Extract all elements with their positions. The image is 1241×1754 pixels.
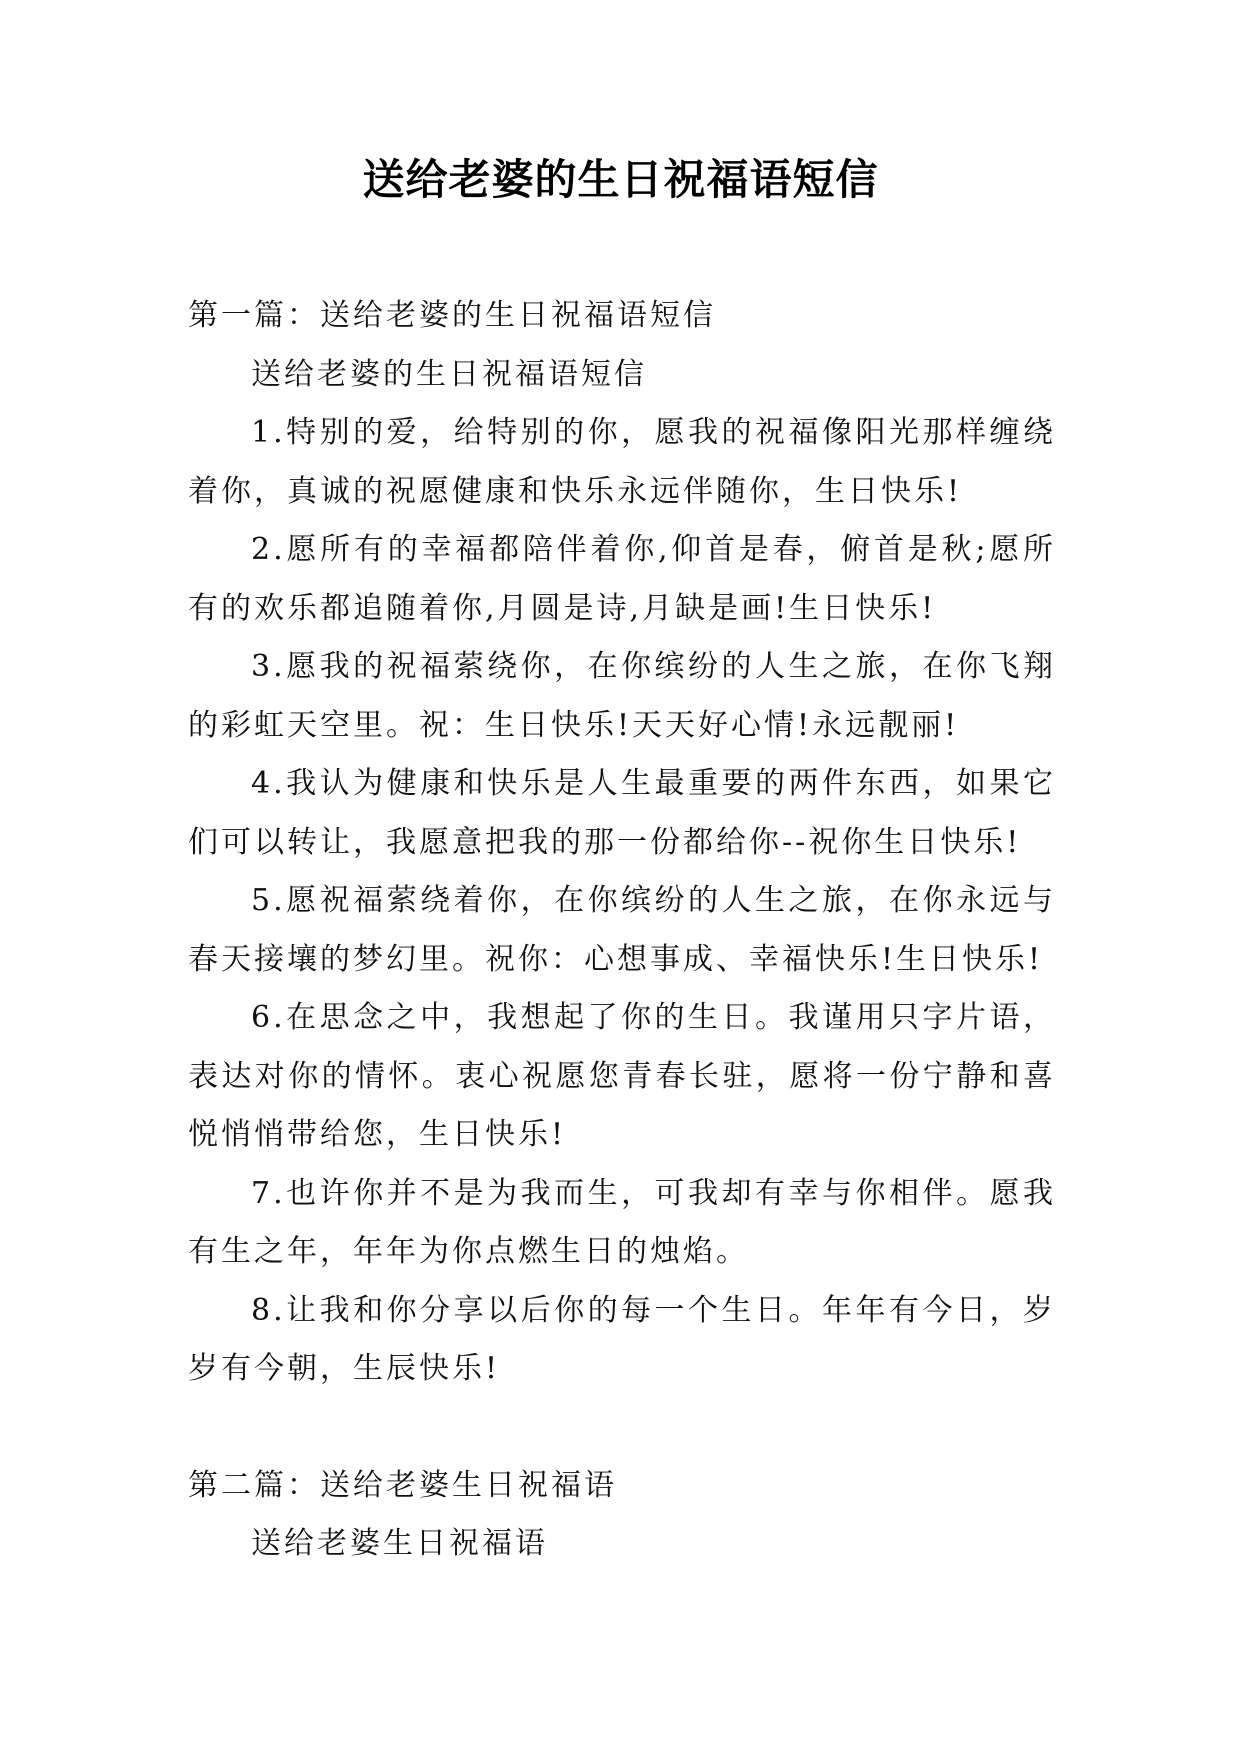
document-body	[188, 287, 1056, 1574]
section-spacer	[188, 1399, 1056, 1457]
list-item: 2.愿所有的幸福都陪伴着你,仰首是春，俯首是秋;愿所有的欢乐都追随着你,月圆是诗,月缺是画!生日快乐!	[188, 532, 1056, 626]
list-item: 3.愿我的祝福萦绕你，在你缤纷的人生之旅，在你飞翔的彩虹天空里。祝：生日快乐!天天好心情!永远靓丽!	[188, 649, 1056, 743]
section-heading: 第二篇：送给老婆生日祝福语	[188, 1467, 617, 1503]
list-item: 7.也许你并不是为我而生，可我却有幸与你相伴。愿我有生之年，年年为你点燃生日的烛焰。	[188, 1175, 1056, 1269]
list-item: 6.在思念之中，我想起了你的生日。我谨用只字片语，表达对你的情怀。衷心祝愿您青春长驻，愿将一份宁静和喜悦悄悄带给您，生日快乐!	[188, 1000, 1056, 1152]
list-item: 5.愿祝福萦绕着你，在你缤纷的人生之旅，在你永远与春天接壤的梦幻里。祝你：心想事成、幸福快乐!生日快乐!	[188, 883, 1056, 977]
section-subtitle: 送给老婆生日祝福语	[251, 1526, 548, 1561]
section-2	[188, 1457, 1056, 1574]
section-1	[188, 287, 1056, 1399]
section-heading: 第一篇：送给老婆的生日祝福语短信	[188, 298, 716, 333]
document-title: 送给老婆的生日祝福语短信	[362, 155, 879, 204]
list-item: 8.让我和你分享以后你的每一个生日。年年有今日，岁岁有今朝，生辰快乐!	[188, 1292, 1056, 1386]
list-item: 4.我认为健康和快乐是人生最重要的两件东西，如果它们可以转让，我愿意把我的那一份都给你--祝你生日快乐!	[188, 766, 1056, 860]
list-item: 1.特别的爱，给特别的你，愿我的祝福像阳光那样缠绕着你，真诚的祝愿健康和快乐永远伴随你，生日快乐!	[188, 415, 1056, 509]
section-subtitle: 送给老婆的生日祝福语短信	[251, 356, 647, 392]
